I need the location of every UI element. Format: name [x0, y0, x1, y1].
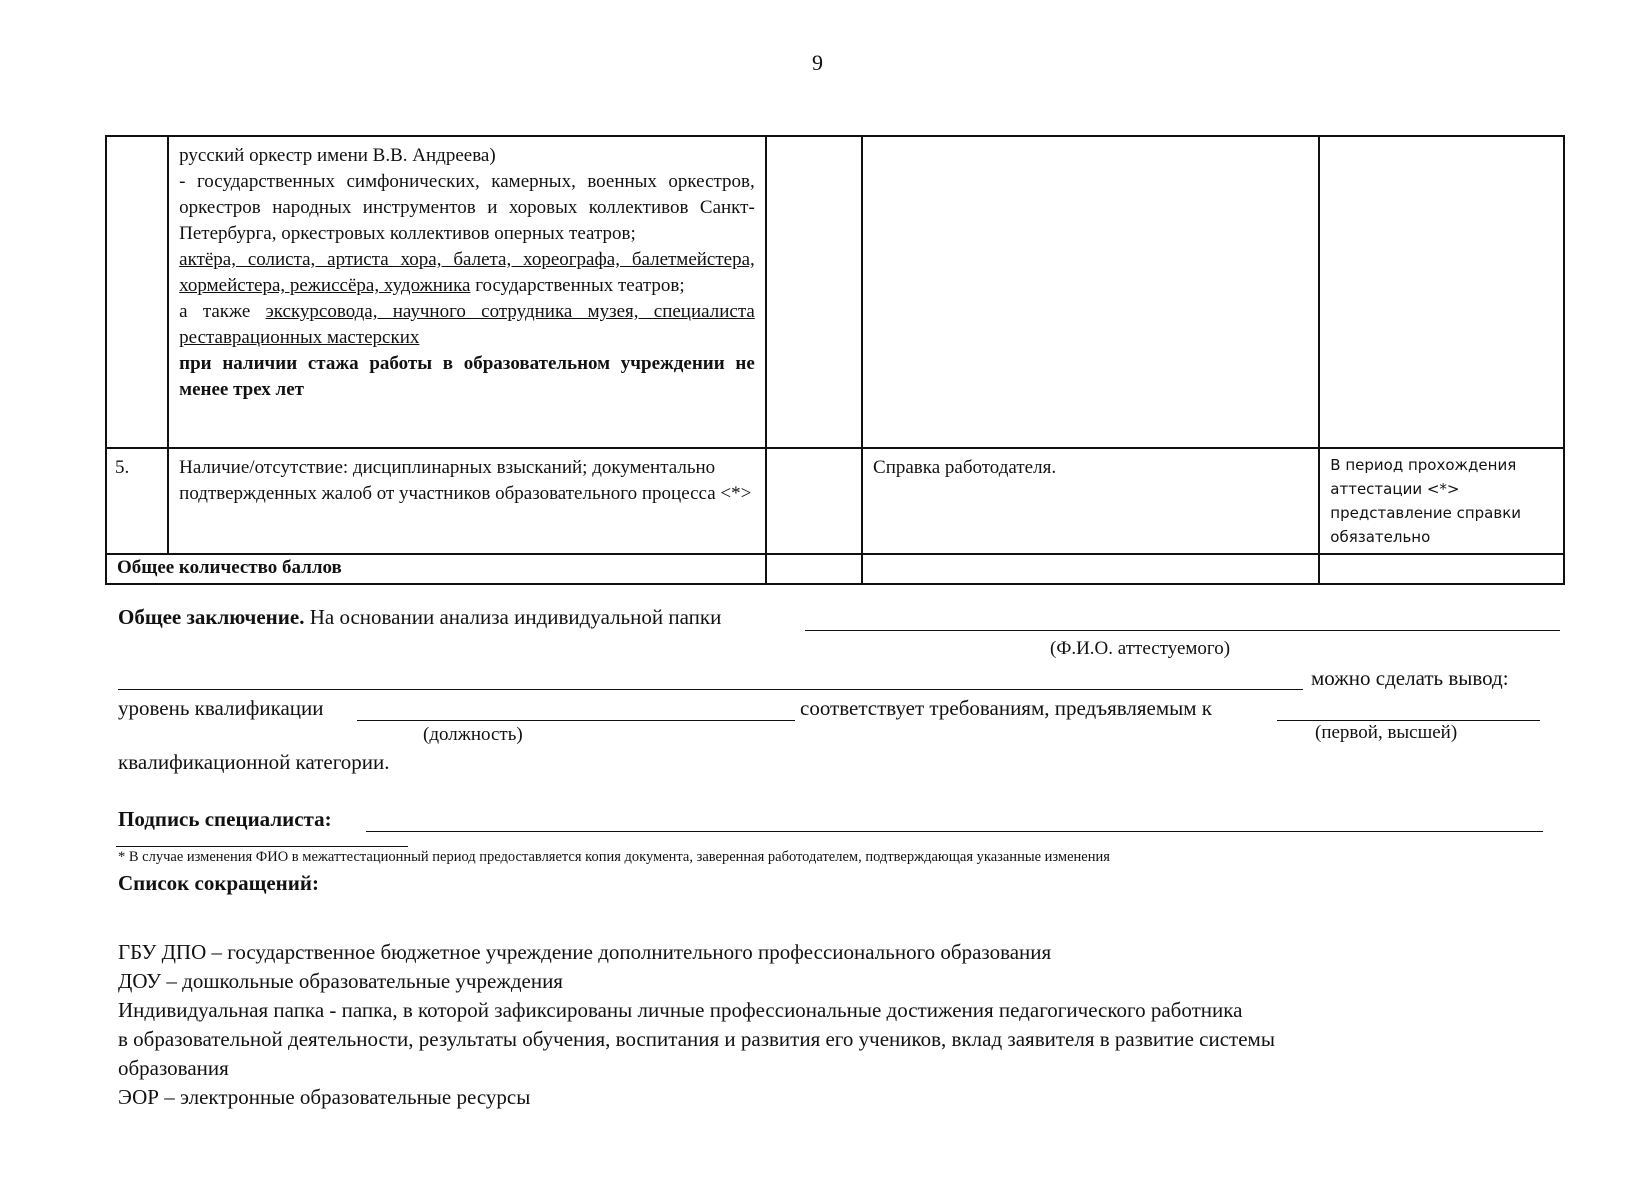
table-cell	[1319, 554, 1564, 584]
fio-blank-line-2	[118, 689, 1303, 690]
table-cell	[766, 448, 862, 554]
table-row	[106, 448, 1564, 554]
table-cell	[168, 136, 766, 448]
note-text: В период прохождения аттестации <*> представление справки обязательно	[1330, 456, 1522, 546]
table-cell	[862, 448, 1319, 554]
underlined-text: экскурсовода, научного сотрудника музея, специалиста реставрационных мастерских	[179, 301, 755, 348]
table-cell	[766, 554, 862, 584]
criterion-paragraph: - государственных симфонических, камерных, военных оркестров, оркестров народных инструментов и хоровых коллективов Санкт-Петербурга, оркестровых коллективов оперных театров;	[179, 171, 755, 244]
table-cell	[1319, 136, 1564, 448]
conclusion-title: Общее заключение.	[118, 605, 305, 629]
criterion-text-part: государственных театров;	[475, 275, 685, 296]
table-cell	[1319, 448, 1564, 554]
category-hint: (первой, высшей)	[1315, 722, 1458, 743]
conclusion-text: можно сделать вывод:	[1311, 666, 1509, 690]
abbreviations-title: Список сокращений:	[118, 871, 319, 895]
table-cell	[106, 554, 766, 584]
fio-blank-line	[805, 630, 1560, 631]
conclusion-text: На основании анализа индивидуальной папки	[309, 605, 722, 629]
abbreviation-item: ДОУ – дошкольные образовательные учреждения	[118, 969, 563, 993]
criterion-paragraph	[179, 299, 755, 351]
position-blank-line	[357, 720, 795, 721]
table-cell	[862, 136, 1319, 448]
table-row	[106, 554, 1564, 584]
abbreviation-item: ЭОР – электронные образовательные ресурсы	[118, 1085, 531, 1109]
criterion-line: русский оркестр имени В.В. Андреева)	[179, 145, 496, 166]
row-number: 5.	[115, 457, 130, 478]
table-cell	[862, 554, 1319, 584]
criteria-table	[105, 135, 1565, 585]
page-number: 9	[812, 50, 823, 75]
abbreviation-item: Индивидуальная папка - папка, в которой зафиксированы личные профессиональные достижения педагогического работника	[118, 998, 1243, 1022]
criterion-condition: при наличии стажа работы в образовательном учреждении не менее трех лет	[179, 353, 755, 400]
category-blank-line	[1277, 720, 1540, 721]
table-row	[106, 136, 1564, 448]
table-cell	[168, 448, 766, 554]
table-cell	[106, 448, 168, 554]
document-text: Справка работодателя.	[873, 457, 1057, 478]
position-hint: (должность)	[423, 724, 523, 745]
conclusion-text: уровень квалификации	[118, 696, 324, 720]
footnote-rule	[116, 846, 408, 847]
fio-hint: (Ф.И.О. аттестуемого)	[1050, 638, 1231, 659]
criterion-text: Наличие/отсутствие: дисциплинарных взысканий; документально подтвержденных жалоб от участников образовательного процесса <*>	[179, 457, 752, 504]
abbreviation-item: образования	[118, 1056, 229, 1080]
signature-blank-line	[366, 831, 1543, 832]
abbreviation-item: ГБУ ДПО – государственное бюджетное учреждение дополнительного профессионального образования	[118, 940, 1052, 964]
abbreviation-item: в образовательной деятельности, результаты обучения, воспитания и развития его учеников, вклад заявителя в развитие системы	[118, 1027, 1275, 1051]
conclusion-text: соответствует требованиям, предъявляемым к	[800, 696, 1212, 720]
conclusion-text: квалификационной категории.	[118, 750, 390, 774]
underlined-text: актёра, солиста, артиста хора, балета, хореографа, балетмейстера, хормейстера, режиссёра, художника	[179, 249, 755, 296]
signature-label: Подпись специалиста:	[118, 807, 332, 831]
conclusion-line-1	[118, 605, 721, 630]
total-score-label: Общее количество баллов	[117, 557, 342, 578]
table-cell	[106, 136, 168, 448]
criterion-paragraph	[179, 247, 755, 299]
footnote: * В случае изменения ФИО в межаттестационный период предоставляется копия документа, заверенная работодателем, подтверждающая указанные изменения	[118, 849, 1110, 865]
table-cell	[766, 136, 862, 448]
criterion-text	[169, 137, 765, 407]
criterion-text-part: а также	[179, 301, 251, 322]
